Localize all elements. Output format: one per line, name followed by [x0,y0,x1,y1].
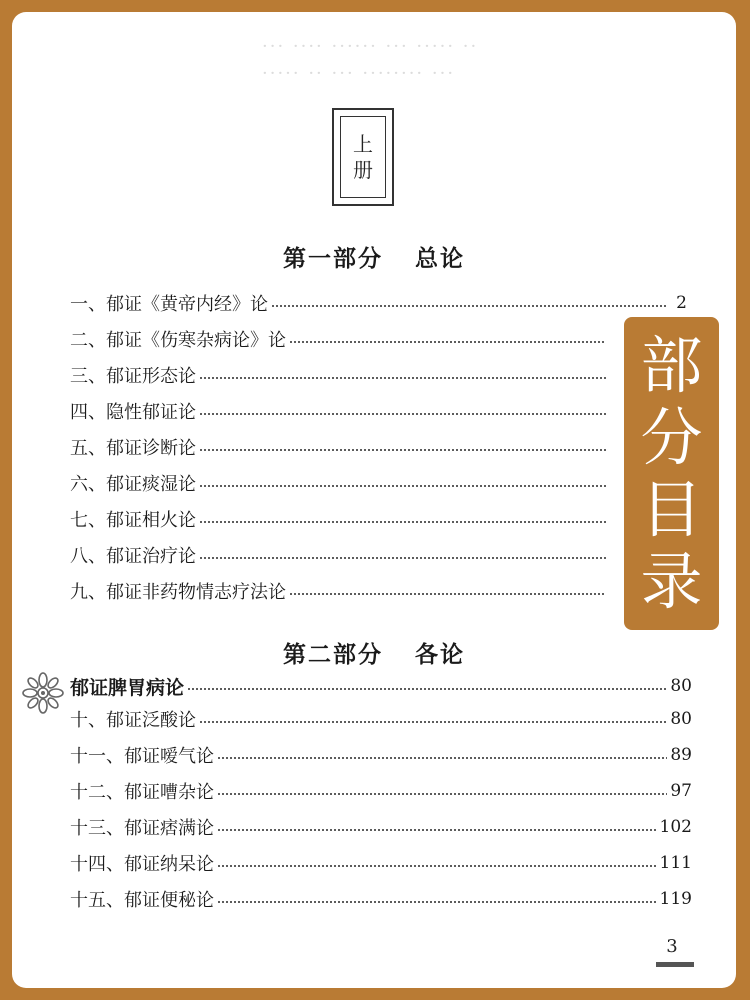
partial-contents-badge [624,317,719,630]
toc-page-number: 89 [670,745,692,765]
leader-dots [199,377,606,379]
toc-entry-title: 十五、郁证便秘论 [70,890,214,911]
leader-dots [217,901,657,903]
volume-label-box [332,108,394,206]
document-page [12,12,736,988]
leader-dots [199,413,606,415]
toc-entry-title: 十四、郁证纳呆论 [70,854,214,875]
toc-row[interactable] [70,848,692,878]
page-number-rule [656,962,694,967]
toc-row[interactable] [70,468,625,498]
leader-dots [217,757,667,759]
toc-page-number: 102 [659,817,692,837]
toc-entry-title: 一、郁证《黄帝内经》论 [70,294,268,315]
part-two-name: 各论 [415,641,465,668]
toc-entry-title: 十一、郁证嗳气论 [70,746,214,767]
toc-row[interactable] [70,432,625,462]
leader-dots [199,485,606,487]
toc-row[interactable] [70,576,625,606]
toc-page-number: 2 [676,293,687,313]
toc-page-number: 111 [659,853,692,873]
leader-dots [271,305,668,307]
part-two-label: 第二部分 [283,641,383,668]
toc-entry-title: 六、郁证痰湿论 [70,474,196,495]
toc-entry-title: 十二、郁证嘈杂论 [70,782,214,803]
part-one-title [12,240,736,273]
leader-dots [187,688,667,690]
leader-dots [199,449,606,451]
toc-row[interactable] [70,504,625,534]
volume-char-2: 册 [353,158,373,182]
toc-entry-title: 三、郁证形态论 [70,366,196,387]
leader-dots [217,829,657,831]
toc-entry-title: 五、郁证诊断论 [70,438,196,459]
bleed-through-text: ··· ···· ······ ··· ····· ·· ····· ·· ··· ········ ··· [262,36,479,84]
toc-entry-title: 九、郁证非药物情志疗法论 [70,582,286,603]
part-one-name: 总论 [415,245,465,272]
part-one-label: 第一部分 [283,245,383,272]
toc-page-number: 97 [670,781,692,801]
badge-char-3: 目 [640,472,703,546]
toc-entry-title: 十、郁证泛酸论 [70,710,196,731]
toc-page-number: 80 [670,709,692,729]
toc-row[interactable] [70,704,692,734]
volume-char-1: 上 [353,132,373,156]
toc-entry-title: 八、郁证治疗论 [70,546,196,567]
badge-char-1: 部 [640,328,703,402]
toc-entry-title: 十三、郁证痞满论 [70,818,214,839]
leader-dots [199,721,667,723]
toc-entry-title: 二、郁证《伤寒杂病论》论 [70,330,286,351]
badge-char-4: 录 [640,544,703,618]
flower-ornament-icon [20,670,66,716]
toc-page-number: 80 [670,676,692,696]
toc-entry-title: 七、郁证相火论 [70,510,196,531]
toc-section-heading[interactable] [70,671,692,701]
badge-char-2: 分 [640,400,703,474]
leader-dots [289,593,606,595]
toc-row[interactable] [70,396,625,426]
toc-row[interactable] [70,740,692,770]
toc-row[interactable] [70,812,692,842]
toc-row[interactable] [70,324,625,354]
toc-row[interactable] [70,776,692,806]
part-two-title [12,636,736,669]
toc-row[interactable] [70,884,692,914]
leader-dots [199,557,606,559]
toc-row[interactable] [70,360,625,390]
leader-dots [217,865,657,867]
leader-dots [289,341,606,343]
toc-section-title: 郁证脾胃病论 [70,676,185,699]
leader-dots [217,793,667,795]
toc-entry-title: 四、隐性郁证论 [70,402,196,423]
toc-row[interactable] [70,540,625,570]
leader-dots [199,521,606,523]
toc-row[interactable] [70,288,687,318]
toc-page-number: 119 [659,889,692,909]
page-number: 3 [666,936,678,957]
